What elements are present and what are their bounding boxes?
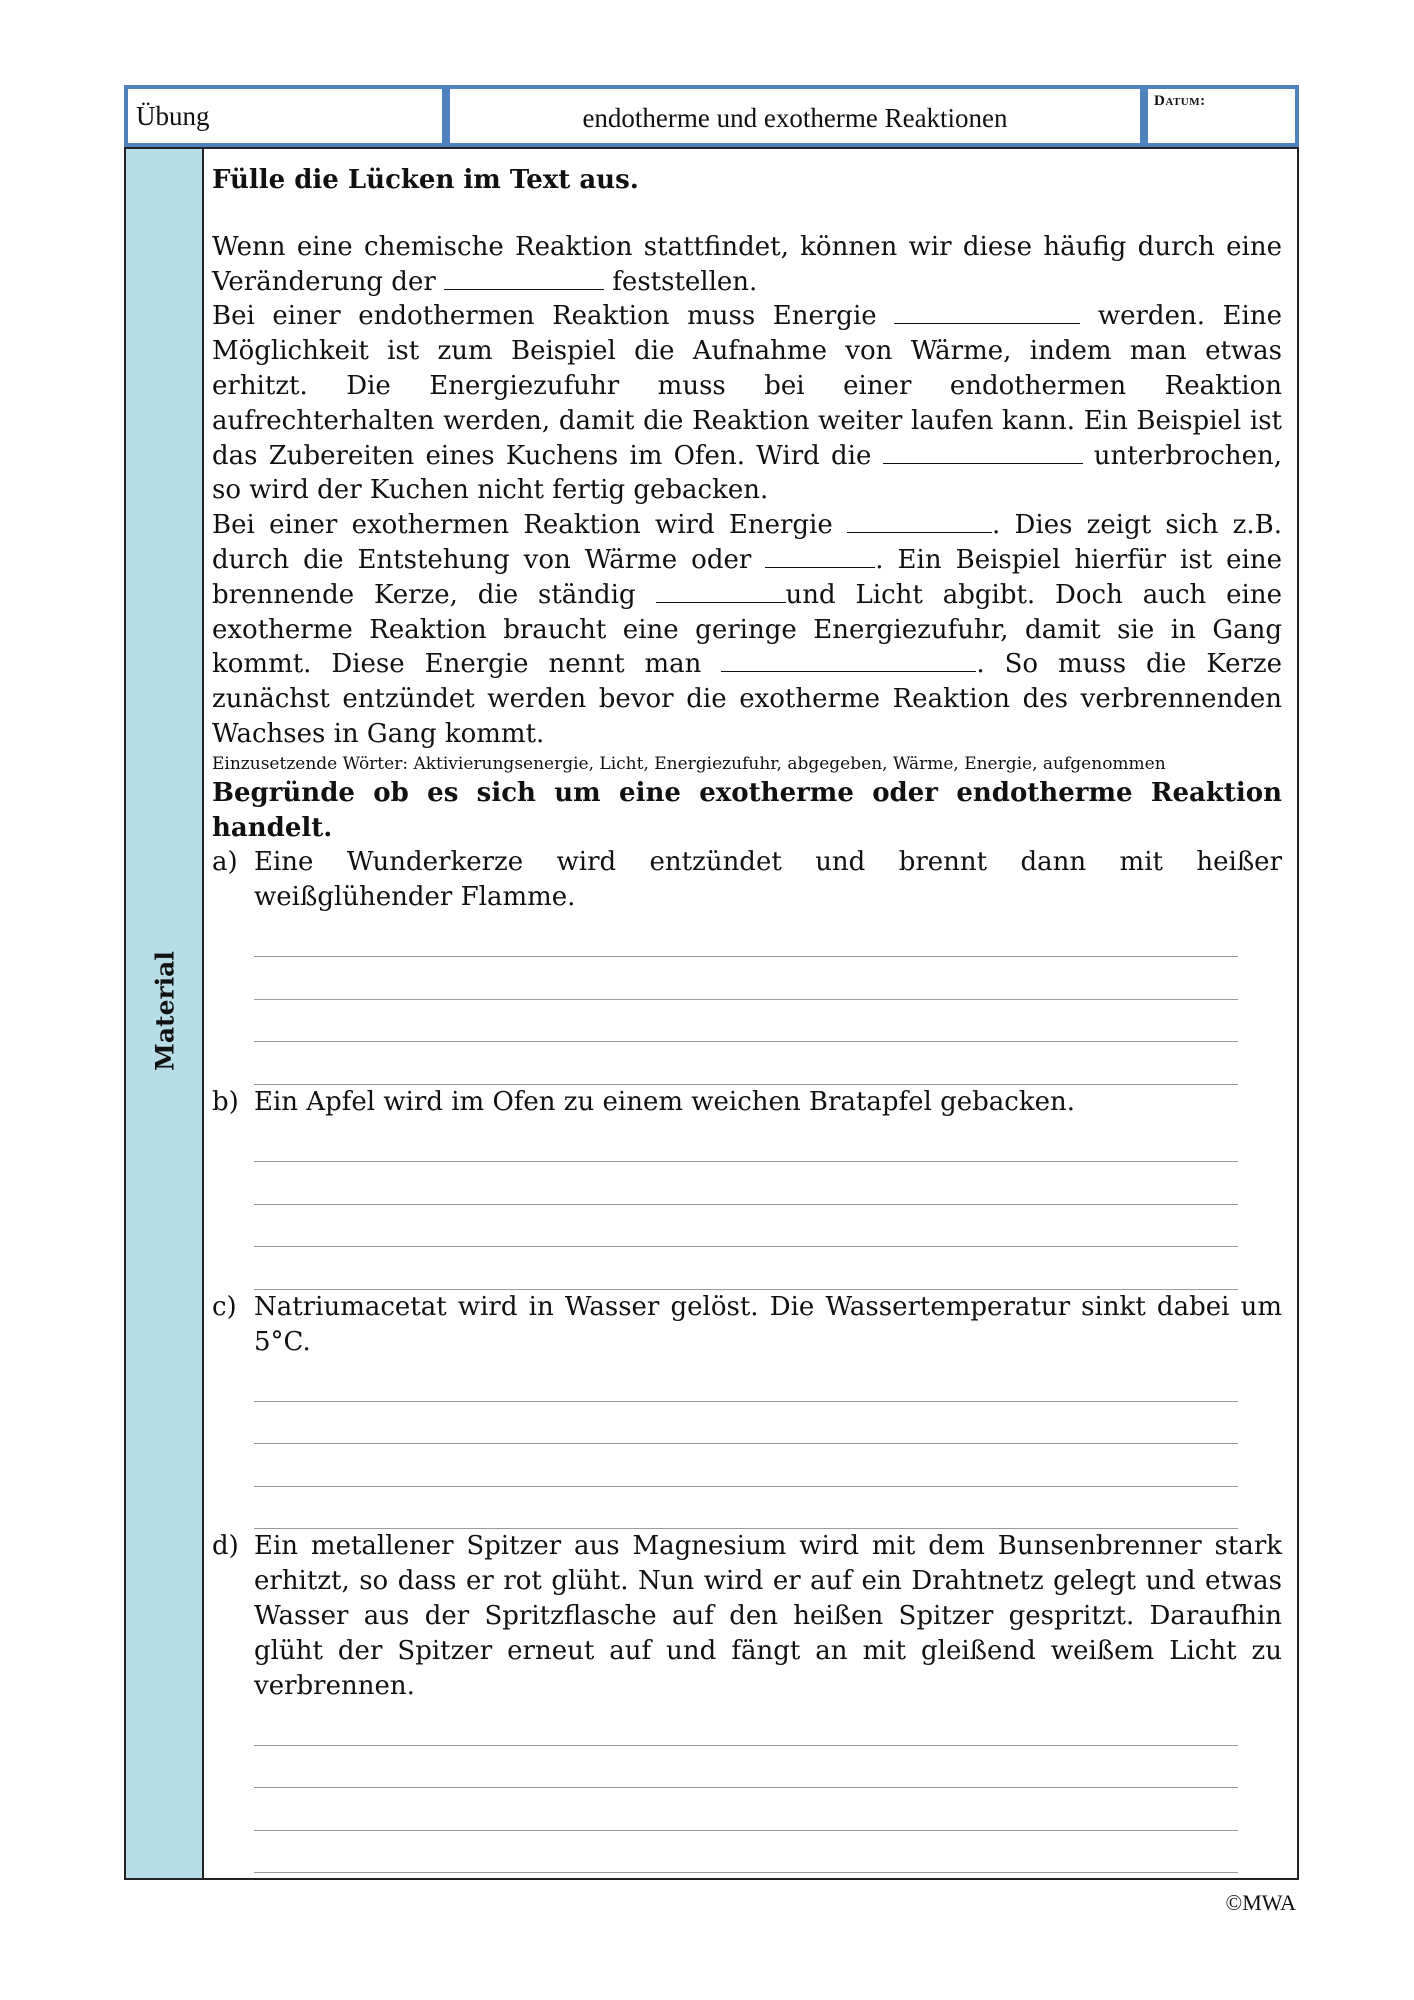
answer-lines[interactable]	[254, 1359, 1238, 1529]
type-cell	[124, 85, 446, 147]
answer-line[interactable]	[254, 1831, 1238, 1874]
task-question	[212, 845, 1282, 915]
answer-line[interactable]	[254, 1247, 1238, 1290]
worksheet-header	[124, 85, 1299, 147]
task-question	[212, 1290, 1282, 1360]
cloze-paragraph-2	[212, 299, 1282, 508]
task-label: b)	[212, 1086, 239, 1117]
blank-field[interactable]	[721, 650, 976, 672]
answer-line[interactable]	[254, 1746, 1238, 1789]
blank-field[interactable]	[444, 268, 604, 290]
cloze-text: Wenn eine chemische Reaktion stattfindet, können wir diese häufig durch eine Veränderung der	[212, 231, 1282, 297]
cloze-text: Bei einer endothermen Reaktion muss Energie	[212, 301, 895, 332]
answer-lines[interactable]	[254, 1703, 1238, 1873]
answer-line[interactable]	[254, 1042, 1238, 1085]
task-question	[212, 1085, 1282, 1120]
cloze-text: feststellen.	[604, 266, 758, 297]
answer-line[interactable]	[254, 1205, 1238, 1248]
task-item	[212, 1085, 1282, 1290]
task-label: a)	[212, 847, 238, 878]
task2-heading: Begründe ob es sich um eine exotherme oder endotherme Reaktion handelt.	[212, 777, 1282, 843]
cloze-text: und Licht abgibt. Doch auch eine exotherme Reaktion braucht eine geringe Energiezufuhr, damit sie in Gang kommt. Diese Energie nennt man	[212, 579, 1283, 680]
task-item	[212, 845, 1282, 1085]
sidebar-label: Material	[150, 951, 180, 1071]
task-label: c)	[212, 1291, 237, 1322]
task-text: Ein metallener Spitzer aus Magnesium wird mit dem Bunsenbrenner stark erhitzt, so dass er rot glüht. Nun wird er auf ein Drahtnetz gelegt und etwas Wasser aus der Spritzflasche auf den heißen Spitzer gespritzt. Daraufhin glüht der Spitzer erneut auf und fängt an mit gleißend weißem Licht zu verbrennen.	[254, 1531, 1282, 1701]
task-text: Natriumacetat wird in Wasser gelöst. Die Wassertemperatur sinkt dabei um 5°C.	[254, 1291, 1282, 1357]
answer-line[interactable]	[254, 1444, 1238, 1487]
type-label: Übung	[136, 101, 210, 131]
date-label: Datum:	[1154, 93, 1206, 109]
task-text: Eine Wunderkerze wird entzündet und brennt dann mit heißer weißglühender Flamme.	[254, 847, 1282, 913]
cloze-text: . So muss die Kerze zunächst entzündet werden bevor die exotherme Reaktion des verbrennenden Wachses in Gang kommt.	[212, 649, 1282, 749]
answer-line[interactable]	[254, 1120, 1238, 1163]
cloze-text: unterbrochen, so wird der Kuchen nicht fertig gebacken.	[212, 440, 1282, 506]
answer-line[interactable]	[254, 1000, 1238, 1043]
answer-line[interactable]	[254, 1703, 1238, 1746]
blank-field[interactable]	[656, 581, 786, 603]
content-area	[212, 163, 1282, 1873]
cloze-paragraph-1	[212, 230, 1282, 300]
task-question	[212, 1529, 1282, 1703]
answer-line[interactable]	[254, 915, 1238, 958]
copyright: ©MWA	[1225, 1890, 1296, 1915]
material-sidebar	[126, 149, 204, 1878]
answer-line[interactable]	[254, 1487, 1238, 1530]
task-item	[212, 1529, 1282, 1873]
task1-heading: Fülle die Lücken im Text aus.	[212, 165, 639, 195]
blank-field[interactable]	[765, 546, 875, 568]
material-frame	[124, 147, 1299, 1880]
title-cell	[446, 85, 1144, 147]
blank-field[interactable]	[883, 442, 1083, 464]
task-text: Ein Apfel wird im Ofen zu einem weichen Bratapfel gebacken.	[254, 1086, 1076, 1117]
answer-line[interactable]	[254, 1788, 1238, 1831]
cloze-text: . Ein Beispiel hierfür ist eine brennende Kerze, die ständig	[212, 544, 1282, 610]
cloze-text: Bei einer exothermen Reaktion wird Energie	[212, 510, 848, 541]
cloze-text: werden. Eine Möglichkeit ist zum Beispiel die Aufnahme von Wärme, indem man etwas erhitzt. Die Energiezufuhr muss bei einer endothermen Reaktion aufrechterhalten werden, damit die Reaktion weiter laufen kann. Ein Beispiel ist das Zubereiten eines Kuchens im Ofen. Wird die	[212, 301, 1282, 471]
answer-line[interactable]	[254, 1359, 1238, 1402]
answer-line[interactable]	[254, 1402, 1238, 1445]
cloze-text: . Dies zeigt sich z.B. durch die Entstehung von Wärme oder	[212, 510, 1282, 575]
answer-line[interactable]	[254, 1162, 1238, 1205]
answer-lines[interactable]	[254, 915, 1238, 1085]
cloze-paragraph-3	[212, 508, 1282, 752]
blank-field[interactable]	[894, 302, 1080, 324]
date-cell[interactable]	[1144, 85, 1299, 147]
word-bank: Einzusetzende Wörter: Aktivierungsenergie, Licht, Energiezufuhr, abgegeben, Wärme, Energie, aufgenommen	[212, 753, 1166, 774]
task-item	[212, 1290, 1282, 1530]
task-label: d)	[212, 1531, 239, 1562]
answer-lines[interactable]	[254, 1120, 1238, 1290]
blank-field[interactable]	[847, 511, 992, 533]
answer-line[interactable]	[254, 957, 1238, 1000]
worksheet-title: endotherme und exotherme Reaktionen	[582, 103, 1008, 133]
